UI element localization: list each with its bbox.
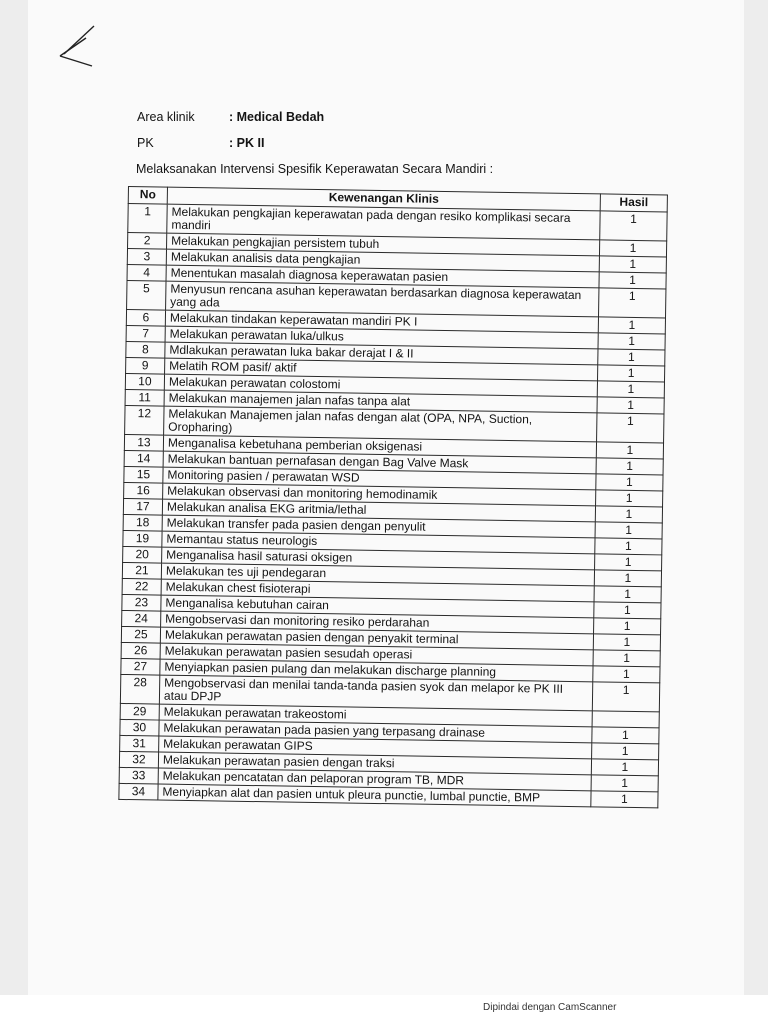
row-kewenangan: Memantau status neurologis xyxy=(162,531,595,554)
row-hasil: 1 xyxy=(598,333,665,350)
row-kewenangan: Melakukan Manajemen jalan nafas dengan alat (OPA, NPA, Suction, Oropharing) xyxy=(164,406,597,442)
row-hasil: 1 xyxy=(597,413,664,443)
scan-margin xyxy=(0,995,768,1024)
row-number: 22 xyxy=(122,578,161,595)
row-hasil: 1 xyxy=(594,586,661,603)
row-hasil: 1 xyxy=(595,506,662,523)
row-hasil: 1 xyxy=(593,666,660,683)
row-kewenangan: Menganalisa kebutuhan cairan xyxy=(161,595,594,618)
handwritten-mark-icon xyxy=(56,22,100,68)
row-hasil: 1 xyxy=(598,317,665,334)
row-number: 13 xyxy=(124,434,163,451)
row-hasil: 1 xyxy=(596,458,663,475)
row-kewenangan: Melakukan bantuan pernafasan dengan Bag Valve Mask xyxy=(163,451,596,474)
row-number: 11 xyxy=(125,389,164,406)
row-hasil: 1 xyxy=(591,775,658,792)
pk-value: : PK II xyxy=(229,136,265,150)
row-kewenangan: Melakukan perawatan GIPS xyxy=(159,736,592,759)
row-kewenangan: Melakukan pengkajian persistem tubuh xyxy=(167,233,600,256)
row-hasil: 1 xyxy=(599,288,666,318)
row-hasil: 1 xyxy=(592,727,659,744)
competency-table xyxy=(118,186,668,808)
row-number: 29 xyxy=(120,703,159,720)
row-kewenangan: Mengobservasi dan monitoring resiko perdarahan xyxy=(161,611,594,634)
row-kewenangan: Melakukan perawatan luka/ulkus xyxy=(165,326,598,349)
row-number: 4 xyxy=(127,264,166,281)
header-hasil: Hasil xyxy=(600,194,667,212)
row-kewenangan: Menganalisa kebetuhana pemberian oksigenasi xyxy=(163,435,596,458)
row-hasil: 1 xyxy=(594,602,661,619)
row-number: 21 xyxy=(122,562,161,579)
row-number: 8 xyxy=(126,341,165,358)
header-kewenangan: Kewenangan Klinis xyxy=(167,187,600,211)
row-hasil: 1 xyxy=(594,618,661,635)
row-number: 24 xyxy=(122,610,161,627)
row-kewenangan: Monitoring pasien / perawatan WSD xyxy=(163,467,596,490)
row-hasil: 1 xyxy=(599,256,666,273)
row-kewenangan: Melakukan analisis data pengkajian xyxy=(166,249,599,272)
row-hasil: 1 xyxy=(595,522,662,539)
row-number: 20 xyxy=(123,546,162,563)
row-number: 25 xyxy=(121,626,160,643)
row-kewenangan: Melakukan perawatan pasien dengan traksi xyxy=(158,752,591,775)
row-hasil: 1 xyxy=(599,272,666,289)
scanner-footer: Dipindai dengan CamScanner xyxy=(483,1002,617,1013)
row-hasil: 1 xyxy=(592,743,659,760)
header-no: No xyxy=(128,187,167,205)
row-number: 26 xyxy=(121,642,160,659)
row-kewenangan: Melakukan analisa EKG aritmia/lethal xyxy=(162,499,595,522)
row-kewenangan: Melakukan tindakan keperawatan mandiri PK I xyxy=(165,310,598,333)
row-number: 27 xyxy=(121,658,160,675)
table-body xyxy=(119,204,667,808)
area-label: Area klinik xyxy=(137,110,195,124)
row-number: 32 xyxy=(119,751,158,768)
row-number: 17 xyxy=(123,498,162,515)
row-kewenangan: Melakukan perawatan colostomi xyxy=(164,374,597,397)
row-number: 18 xyxy=(123,514,162,531)
row-number: 12 xyxy=(125,405,164,435)
row-hasil: 1 xyxy=(596,474,663,491)
pk-label: PK xyxy=(137,136,154,150)
row-kewenangan: Melakukan pengkajian keperawatan pada dengan resiko komplikasi secara mandiri xyxy=(167,204,600,240)
row-kewenangan: Melakukan perawatan trakeostomi xyxy=(159,704,592,727)
row-number: 31 xyxy=(120,735,159,752)
row-number: 15 xyxy=(124,466,163,483)
row-number: 16 xyxy=(124,482,163,499)
row-hasil: 1 xyxy=(591,791,658,808)
row-kewenangan: Melakukan perawatan pada pasien yang terpasang drainase xyxy=(159,720,592,743)
row-kewenangan: Melatih ROM pasif/ aktif xyxy=(165,358,598,381)
row-number: 33 xyxy=(119,767,158,784)
row-hasil: 1 xyxy=(600,211,667,241)
row-number: 6 xyxy=(126,309,165,326)
row-number: 5 xyxy=(127,280,166,310)
row-kewenangan: Melakukan pencatatan dan pelaporan program TB, MDR xyxy=(158,768,591,791)
row-hasil: 1 xyxy=(595,538,662,555)
row-hasil: 1 xyxy=(593,650,660,667)
row-number: 10 xyxy=(125,373,164,390)
row-hasil: 1 xyxy=(597,381,664,398)
row-hasil: 1 xyxy=(593,634,660,651)
instruction-text: Melaksanakan Intervensi Spesifik Keperawatan Secara Mandiri : xyxy=(136,162,494,176)
row-hasil: 1 xyxy=(598,349,665,366)
row-kewenangan: Melakukan perawatan pasien sesudah operasi xyxy=(160,643,593,666)
row-number: 2 xyxy=(128,233,167,250)
row-number: 19 xyxy=(123,530,162,547)
row-kewenangan: Menyusun rencana asuhan keperawatan berdasarkan diagnosa keperawatan yang ada xyxy=(166,281,599,317)
row-kewenangan: Menyiapkan pasien pulang dan melakukan discharge planning xyxy=(160,659,593,682)
row-kewenangan: Mdlakukan perawatan luka bakar derajat I & II xyxy=(165,342,598,365)
row-number: 9 xyxy=(126,357,165,374)
row-hasil: 1 xyxy=(595,554,662,571)
row-kewenangan: Melakukan chest fisioterapi xyxy=(161,579,594,602)
row-kewenangan: Melakukan transfer pada pasien dengan penyulit xyxy=(162,515,595,538)
row-number: 23 xyxy=(122,594,161,611)
row-kewenangan: Menganalisa hasil saturasi oksigen xyxy=(162,547,595,570)
row-kewenangan: Melakukan perawatan pasien dengan penyakit terminal xyxy=(160,627,593,650)
row-kewenangan: Melakukan observasi dan monitoring hemodinamik xyxy=(163,483,596,506)
row-number: 28 xyxy=(120,674,159,704)
row-kewenangan: Menyiapkan alat dan pasien untuk pleura punctie, lumbal punctie, BMP xyxy=(158,784,591,807)
row-hasil: 1 xyxy=(596,490,663,507)
row-hasil: 1 xyxy=(597,365,664,382)
row-number: 3 xyxy=(127,249,166,266)
row-kewenangan: Melakukan tes uji pendegaran xyxy=(161,563,594,586)
row-number: 7 xyxy=(126,325,165,342)
row-hasil: 1 xyxy=(599,240,666,257)
row-hasil: 1 xyxy=(594,570,661,587)
row-hasil: 1 xyxy=(591,759,658,776)
row-number: 14 xyxy=(124,450,163,467)
row-hasil xyxy=(592,711,659,728)
row-kewenangan: Menentukan masalah diagnosa keperawatan pasien xyxy=(166,265,599,288)
row-number: 30 xyxy=(120,719,159,736)
row-kewenangan: Mengobservasi dan menilai tanda-tanda pasien syok dan melapor ke PK III atau DPJP xyxy=(159,675,592,711)
row-hasil: 1 xyxy=(596,442,663,459)
row-hasil: 1 xyxy=(592,682,659,712)
row-hasil: 1 xyxy=(597,397,664,414)
row-kewenangan: Melakukan manajemen jalan nafas tanpa alat xyxy=(164,390,597,413)
area-value: : Medical Bedah xyxy=(229,110,325,124)
row-number: 1 xyxy=(128,204,167,234)
row-number: 34 xyxy=(119,783,158,800)
